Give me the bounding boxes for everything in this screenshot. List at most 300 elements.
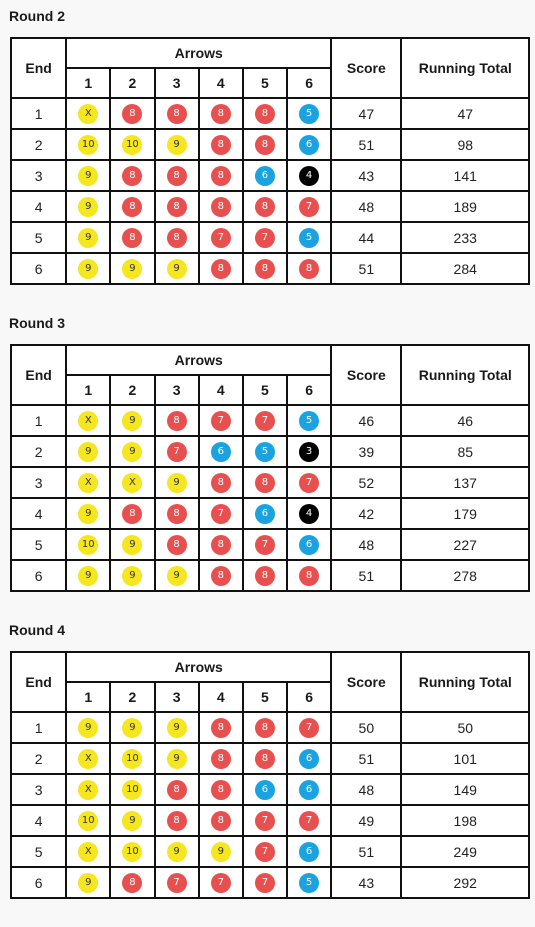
arrow-cell [243,867,287,898]
arrow-number-header: 3 [155,682,199,712]
arrow-cell [243,712,287,743]
arrow-score-dot: 8 [122,504,142,524]
end-row [11,836,529,867]
running-total-column-header: Running Total [401,652,529,712]
end-row [11,436,529,467]
arrow-score-dot: 7 [299,811,319,831]
arrow-score-dot: 10 [122,749,142,769]
running-total: 278 [401,560,529,591]
arrow-score-dot: 7 [299,197,319,217]
arrow-score-dot: 7 [211,228,231,248]
arrow-cell [66,160,110,191]
arrow-cell [243,222,287,253]
arrow-score-dot: 4 [299,166,319,186]
arrow-score-dot: 9 [122,442,142,462]
arrow-cell [66,560,110,591]
running-total-column-header: Running Total [401,38,529,98]
arrow-score-dot: 6 [299,749,319,769]
end-row [11,222,529,253]
running-total: 292 [401,867,529,898]
arrow-score-dot: 7 [255,842,275,862]
arrow-score-dot: X [78,780,98,800]
arrow-score-dot: 9 [167,749,187,769]
end-score: 49 [331,805,401,836]
arrow-score-dot: 8 [122,228,142,248]
arrow-score-dot: 6 [299,842,319,862]
arrow-cell [110,529,154,560]
arrow-cell [110,98,154,129]
arrow-cell [199,560,243,591]
arrow-number-header: 1 [66,375,110,405]
arrow-number-header: 2 [110,682,154,712]
header-row [11,38,529,68]
running-total: 46 [401,405,529,436]
arrow-score-dot: 7 [211,873,231,893]
arrow-cell [199,867,243,898]
end-number: 5 [11,836,66,867]
end-score: 43 [331,160,401,191]
arrow-cell [287,160,331,191]
running-total: 85 [401,436,529,467]
arrow-score-dot: X [122,473,142,493]
end-score: 47 [331,98,401,129]
arrow-cell [66,98,110,129]
running-total: 47 [401,98,529,129]
arrow-score-dot: 7 [255,411,275,431]
score-column-header: Score [331,38,401,98]
end-score: 50 [331,712,401,743]
arrow-score-dot: 3 [299,442,319,462]
end-column-header: End [11,345,66,405]
arrow-score-dot: 9 [211,842,231,862]
end-row [11,129,529,160]
arrow-score-dot: 8 [255,104,275,124]
arrow-cell [110,253,154,284]
end-row [11,560,529,591]
arrow-score-dot: 8 [211,780,231,800]
arrow-score-dot: 8 [299,259,319,279]
arrow-cell [155,836,199,867]
arrow-cell [287,253,331,284]
arrow-score-dot: 9 [78,718,98,738]
arrow-score-dot: 9 [78,566,98,586]
arrow-cell [66,436,110,467]
arrow-score-dot: 10 [122,780,142,800]
arrow-cell [199,129,243,160]
end-number: 2 [11,436,66,467]
arrow-score-dot: 5 [255,442,275,462]
arrow-score-dot: 7 [167,873,187,893]
end-number: 3 [11,160,66,191]
arrow-score-dot: 8 [167,780,187,800]
arrows-column-header: Arrows [66,38,331,68]
arrow-score-dot: 9 [78,228,98,248]
end-score: 43 [331,867,401,898]
end-score: 39 [331,436,401,467]
arrow-score-dot: 8 [211,197,231,217]
arrow-cell [155,498,199,529]
end-score: 48 [331,191,401,222]
header-row [11,345,529,375]
running-total: 249 [401,836,529,867]
arrow-score-dot: 8 [167,504,187,524]
running-total: 198 [401,805,529,836]
arrow-cell [243,98,287,129]
running-total: 233 [401,222,529,253]
arrow-cell [287,529,331,560]
arrow-cell [287,436,331,467]
arrow-cell [66,467,110,498]
arrow-cell [199,160,243,191]
end-row [11,867,529,898]
arrow-cell [243,774,287,805]
arrow-number-header: 6 [287,682,331,712]
arrow-score-dot: 9 [122,411,142,431]
arrow-cell [243,836,287,867]
arrow-cell [66,222,110,253]
arrow-cell [199,191,243,222]
end-row [11,253,529,284]
arrow-score-dot: 8 [299,566,319,586]
arrow-score-dot: 9 [78,873,98,893]
arrow-score-dot: 8 [255,259,275,279]
round-title: Round 4 [9,622,65,638]
arrow-score-dot: X [78,104,98,124]
running-total-column-header: Running Total [401,345,529,405]
arrow-cell [155,253,199,284]
arrow-cell [287,222,331,253]
running-total: 137 [401,467,529,498]
end-score: 51 [331,836,401,867]
arrow-cell [110,222,154,253]
end-score: 52 [331,467,401,498]
arrow-cell [110,560,154,591]
arrow-score-dot: 4 [299,504,319,524]
arrow-cell [155,529,199,560]
end-number: 3 [11,774,66,805]
arrow-cell [110,467,154,498]
arrow-score-dot: 9 [78,442,98,462]
arrow-score-dot: 10 [78,135,98,155]
arrow-cell [199,712,243,743]
arrow-cell [66,191,110,222]
arrow-cell [66,836,110,867]
arrow-cell [110,712,154,743]
arrow-score-dot: 9 [167,135,187,155]
arrow-number-header: 1 [66,682,110,712]
arrow-cell [110,129,154,160]
arrow-number-header: 1 [66,68,110,98]
arrow-score-dot: 9 [78,504,98,524]
arrow-cell [199,98,243,129]
arrow-cell [287,129,331,160]
arrow-cell [287,191,331,222]
arrow-score-dot: 9 [167,718,187,738]
running-total: 50 [401,712,529,743]
end-number: 2 [11,129,66,160]
arrow-cell [155,222,199,253]
arrow-score-dot: 7 [255,873,275,893]
arrow-number-header: 4 [199,68,243,98]
arrow-cell [243,129,287,160]
end-number: 4 [11,498,66,529]
arrow-score-dot: 9 [122,259,142,279]
end-number: 4 [11,191,66,222]
arrow-cell [155,405,199,436]
arrow-cell [287,743,331,774]
arrow-cell [287,98,331,129]
arrow-cell [110,805,154,836]
arrow-score-dot: 8 [167,411,187,431]
end-row [11,405,529,436]
round-score-table [10,344,530,592]
arrow-score-dot: 8 [211,535,231,555]
arrow-number-header: 4 [199,375,243,405]
arrow-cell [199,467,243,498]
arrow-cell [155,712,199,743]
end-score: 48 [331,529,401,560]
arrow-cell [287,498,331,529]
end-score: 51 [331,129,401,160]
arrow-score-dot: 7 [167,442,187,462]
arrow-score-dot: X [78,842,98,862]
end-score: 42 [331,498,401,529]
arrow-score-dot: 9 [78,259,98,279]
end-number: 5 [11,529,66,560]
end-score: 48 [331,774,401,805]
arrow-cell [155,743,199,774]
arrow-score-dot: X [78,411,98,431]
end-row [11,805,529,836]
arrow-cell [287,467,331,498]
arrow-number-header: 3 [155,375,199,405]
arrow-number-header: 2 [110,375,154,405]
arrow-score-dot: 8 [122,197,142,217]
running-total: 227 [401,529,529,560]
arrow-score-dot: 7 [299,473,319,493]
arrow-score-dot: 9 [78,166,98,186]
arrow-number-header: 5 [243,375,287,405]
arrow-cell [155,160,199,191]
arrow-score-dot: 7 [255,228,275,248]
arrow-cell [155,805,199,836]
arrow-score-dot: 7 [255,811,275,831]
score-column-header: Score [331,345,401,405]
arrow-score-dot: 9 [122,535,142,555]
arrow-score-dot: 9 [167,259,187,279]
arrows-column-header: Arrows [66,345,331,375]
end-row [11,160,529,191]
arrow-score-dot: 6 [255,780,275,800]
end-number: 6 [11,560,66,591]
end-score: 51 [331,253,401,284]
arrow-score-dot: 8 [122,166,142,186]
arrow-cell [243,805,287,836]
arrow-cell [66,529,110,560]
arrow-score-dot: 7 [211,504,231,524]
arrow-score-dot: 8 [211,749,231,769]
end-number: 5 [11,222,66,253]
end-number: 2 [11,743,66,774]
arrow-score-dot: 8 [167,228,187,248]
arrow-score-dot: 8 [211,166,231,186]
end-score: 51 [331,743,401,774]
arrow-cell [155,98,199,129]
arrow-cell [155,867,199,898]
arrow-cell [287,867,331,898]
arrow-score-dot: 8 [122,873,142,893]
arrow-score-dot: 8 [167,535,187,555]
arrow-score-dot: 8 [255,718,275,738]
arrow-score-dot: 8 [211,104,231,124]
arrow-cell [199,222,243,253]
arrow-cell [110,774,154,805]
running-total: 284 [401,253,529,284]
arrows-column-header: Arrows [66,652,331,682]
arrow-cell [243,529,287,560]
arrow-score-dot: 5 [299,411,319,431]
arrow-number-header: 2 [110,68,154,98]
arrow-score-dot: 6 [299,135,319,155]
arrow-score-dot: 10 [78,811,98,831]
arrow-number-header: 6 [287,375,331,405]
arrow-cell [243,253,287,284]
arrow-score-dot: 8 [255,566,275,586]
arrow-cell [243,560,287,591]
arrow-cell [155,436,199,467]
end-number: 1 [11,405,66,436]
arrow-cell [287,560,331,591]
arrow-cell [66,743,110,774]
end-row [11,529,529,560]
end-row [11,498,529,529]
arrow-cell [243,191,287,222]
arrow-score-dot: 6 [211,442,231,462]
arrow-number-header: 3 [155,68,199,98]
running-total: 98 [401,129,529,160]
arrow-cell [199,774,243,805]
arrow-cell [199,498,243,529]
arrow-score-dot: X [78,473,98,493]
round-title: Round 3 [9,315,65,331]
arrow-cell [66,129,110,160]
arrow-cell [66,867,110,898]
end-number: 4 [11,805,66,836]
round-score-table [10,651,530,899]
arrow-cell [199,805,243,836]
arrow-score-dot: 8 [167,104,187,124]
arrow-score-dot: 5 [299,104,319,124]
arrow-number-header: 4 [199,682,243,712]
running-total: 141 [401,160,529,191]
arrow-score-dot: 9 [167,473,187,493]
arrow-score-dot: 10 [122,135,142,155]
arrow-cell [155,191,199,222]
arrow-score-dot: 6 [255,504,275,524]
end-column-header: End [11,38,66,98]
arrow-score-dot: 8 [255,473,275,493]
arrow-score-dot: 10 [78,535,98,555]
arrow-number-header: 5 [243,682,287,712]
arrow-cell [243,405,287,436]
arrow-score-dot: 10 [122,842,142,862]
arrow-score-dot: 9 [167,566,187,586]
end-score: 44 [331,222,401,253]
header-row [11,652,529,682]
arrow-cell [287,712,331,743]
arrow-number-header: 5 [243,68,287,98]
arrow-number-header: 6 [287,68,331,98]
arrow-cell [243,467,287,498]
arrow-cell [66,405,110,436]
end-number: 1 [11,712,66,743]
end-column-header: End [11,652,66,712]
end-score: 46 [331,405,401,436]
arrow-score-dot: 7 [211,411,231,431]
end-number: 1 [11,98,66,129]
arrow-score-dot: 8 [211,473,231,493]
arrow-score-dot: 7 [299,718,319,738]
running-total: 189 [401,191,529,222]
end-row [11,467,529,498]
arrow-score-dot: 8 [255,135,275,155]
end-number: 6 [11,253,66,284]
arrow-cell [110,436,154,467]
arrow-cell [287,805,331,836]
arrow-cell [287,774,331,805]
arrow-score-dot: 7 [255,535,275,555]
end-row [11,712,529,743]
arrow-score-dot: 8 [211,718,231,738]
arrow-cell [243,743,287,774]
arrow-cell [199,836,243,867]
arrow-score-dot: 9 [122,811,142,831]
arrow-score-dot: 9 [167,842,187,862]
arrow-score-dot: 8 [211,259,231,279]
end-row [11,191,529,222]
arrow-cell [155,129,199,160]
running-total: 101 [401,743,529,774]
arrow-cell [66,253,110,284]
arrow-score-dot: 9 [78,197,98,217]
arrow-score-dot: 8 [255,197,275,217]
arrow-cell [199,436,243,467]
arrow-score-dot: 8 [122,104,142,124]
arrow-cell [287,836,331,867]
arrow-score-dot: 9 [122,566,142,586]
arrow-cell [110,160,154,191]
score-column-header: Score [331,652,401,712]
arrow-score-dot: X [78,749,98,769]
arrow-cell [110,405,154,436]
arrow-cell [287,405,331,436]
arrow-score-dot: 5 [299,873,319,893]
arrow-cell [155,774,199,805]
arrow-score-dot: 6 [299,780,319,800]
end-number: 3 [11,467,66,498]
arrow-cell [66,712,110,743]
arrow-score-dot: 8 [255,749,275,769]
round-title: Round 2 [9,8,65,24]
arrow-cell [110,498,154,529]
arrow-score-dot: 8 [211,566,231,586]
arrow-score-dot: 6 [255,166,275,186]
arrow-cell [155,560,199,591]
arrow-cell [155,467,199,498]
running-total: 149 [401,774,529,805]
end-row [11,774,529,805]
arrow-cell [110,836,154,867]
